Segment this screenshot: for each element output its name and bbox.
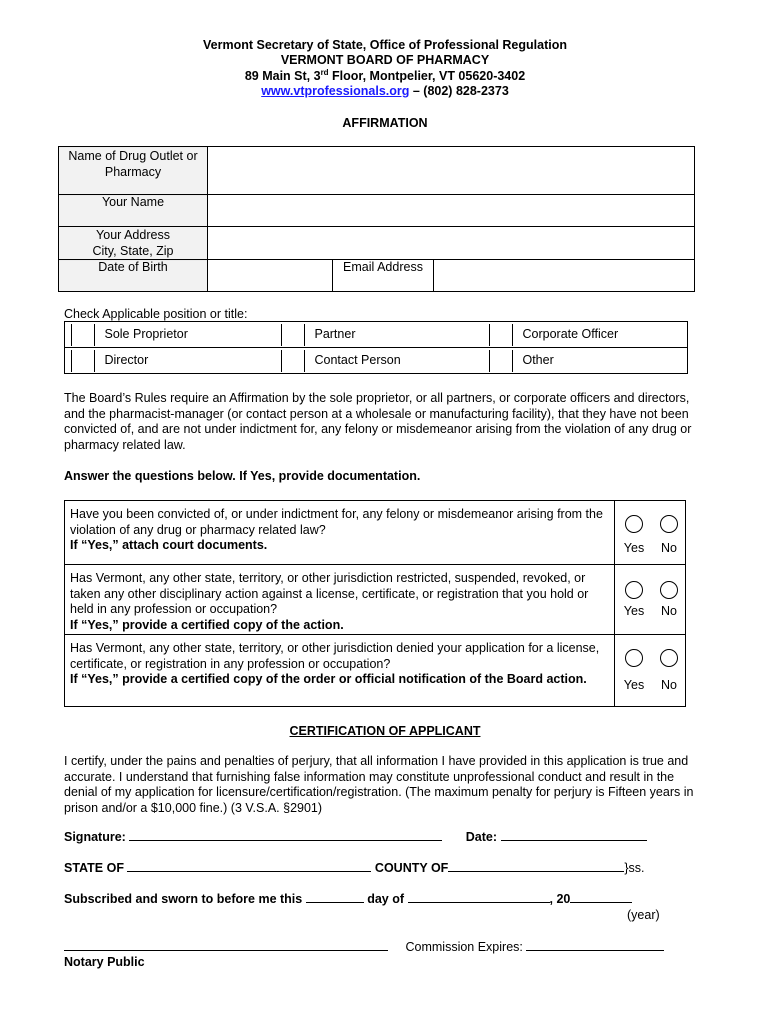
q3-no-radio[interactable] bbox=[660, 649, 678, 667]
question-instruction: If “Yes,” provide a certified copy of the action. bbox=[70, 617, 344, 632]
drug-outlet-field[interactable] bbox=[208, 147, 695, 195]
sworn-day-field[interactable] bbox=[306, 902, 364, 903]
question-instruction: If “Yes,” provide a certified copy of the order or official notification of the Board action. bbox=[70, 672, 587, 686]
checkbox-other[interactable] bbox=[489, 350, 513, 372]
header-agency: Vermont Secretary of State, Office of Professional Regulation bbox=[203, 38, 567, 52]
label-corporate-officer: Corporate Officer bbox=[522, 326, 619, 341]
q1-yes-label: Yes bbox=[623, 541, 645, 555]
positions-intro: Check Applicable position or title: bbox=[64, 307, 248, 321]
checkbox-partner[interactable] bbox=[281, 324, 305, 346]
checkbox-contact-person[interactable] bbox=[281, 350, 305, 372]
header-address: 89 Main St, 3rd Floor, Montpelier, VT 05620-3402 bbox=[244, 68, 526, 84]
questions-intro: Answer the questions below. If Yes, provide documentation. bbox=[64, 469, 421, 483]
sworn-month-field[interactable] bbox=[408, 902, 550, 903]
q1-yes-radio[interactable] bbox=[625, 515, 643, 533]
applicant-info-table bbox=[58, 146, 695, 292]
label-sole-proprietor: Sole Proprietor bbox=[104, 326, 188, 341]
signature-label: Signature: bbox=[64, 830, 126, 844]
certification-text: I certify, under the pains and penalties of perjury, that all information I have provided in this application is true and accurate. I understand that furnishing false information may constitute unprofessional conduct and result in the denial of my application for licensure/certification/registration. (The maximum penalty for perjury is Fifteen years in prison and/or a $10,000 fine.) (3 V.S.A. §2901) bbox=[64, 754, 694, 815]
county-label: COUNTY OF bbox=[374, 861, 449, 875]
positions-table bbox=[64, 321, 688, 374]
header-contact: www.vtprofessionals.org – (802) 828-2373 bbox=[261, 84, 509, 98]
page-title: AFFIRMATION bbox=[342, 116, 428, 130]
year-note: (year) bbox=[627, 908, 660, 922]
state-field[interactable] bbox=[127, 871, 371, 872]
address-label: Your Address City, State, Zip bbox=[92, 228, 174, 258]
question-row bbox=[65, 501, 686, 565]
county-field[interactable] bbox=[448, 871, 624, 872]
q2-yes-label: Yes bbox=[623, 604, 645, 618]
your-name-field[interactable] bbox=[208, 195, 695, 227]
checkbox-director[interactable] bbox=[71, 350, 95, 372]
questions-table bbox=[64, 500, 686, 707]
question-row bbox=[65, 635, 686, 707]
day-of-label: day of bbox=[367, 892, 405, 906]
subscribed-label: Subscribed and sworn to before me this bbox=[64, 892, 303, 906]
commission-label: Commission Expires: bbox=[405, 940, 523, 954]
label-partner: Partner bbox=[314, 326, 356, 341]
label-contact-person: Contact Person bbox=[314, 352, 401, 367]
date-field[interactable] bbox=[501, 840, 647, 841]
notary-row bbox=[64, 940, 664, 954]
question-instruction: If “Yes,” attach court documents. bbox=[70, 538, 268, 552]
certification-title: CERTIFICATION OF APPLICANT bbox=[289, 724, 481, 738]
question-text: Has Vermont, any other state, territory, or other jurisdiction restricted, suspended, revoked, or taken any other disciplinary action against a license, certificate, or registration that you hold or held in any profession or occupation? bbox=[70, 571, 589, 616]
q2-yes-radio[interactable] bbox=[625, 581, 643, 599]
q2-no-radio[interactable] bbox=[660, 581, 678, 599]
sworn-year-field[interactable] bbox=[570, 902, 632, 903]
sworn-row bbox=[64, 892, 632, 906]
drug-outlet-label: Name of Drug Outlet or Pharmacy bbox=[68, 149, 198, 179]
notary-signature-field[interactable] bbox=[64, 950, 388, 951]
notary-public-label: Notary Public bbox=[64, 955, 145, 969]
q3-yes-label: Yes bbox=[623, 678, 645, 692]
q2-no-label: No bbox=[661, 604, 677, 618]
checkbox-corporate-officer[interactable] bbox=[489, 324, 513, 346]
q1-no-radio[interactable] bbox=[660, 515, 678, 533]
signature-field[interactable] bbox=[129, 840, 442, 841]
rules-paragraph: The Board’s Rules require an Affirmation by the sole proprietor, or all partners, or corporate officers and directors, and the pharmacist-manager (or contact person at a wholesale or manufacturing facility), that they have not been convicted of, and are not under indictment for, any felony or misdemeanor arising from the violation of any drug or pharmacy related law. bbox=[64, 391, 692, 452]
q3-no-label: No bbox=[661, 678, 677, 692]
header-board: VERMONT BOARD OF PHARMACY bbox=[280, 53, 490, 67]
label-director: Director bbox=[104, 352, 149, 367]
signature-row bbox=[64, 830, 647, 844]
checkbox-sole-proprietor[interactable] bbox=[71, 324, 95, 346]
website-link[interactable]: www.vtprofessionals.org bbox=[261, 84, 410, 98]
address-field[interactable] bbox=[208, 227, 695, 260]
email-label: Email Address bbox=[343, 260, 423, 274]
year-prefix: , 20 bbox=[549, 892, 571, 906]
q1-no-label: No bbox=[661, 541, 677, 555]
question-text: Have you been convicted of, or under indictment for, any felony or misdemeanor arising from the violation of any drug or pharmacy related law? bbox=[70, 507, 603, 537]
dob-label: Date of Birth bbox=[98, 260, 168, 274]
commission-field[interactable] bbox=[526, 950, 664, 951]
your-name-label: Your Name bbox=[101, 195, 165, 209]
question-text: Has Vermont, any other state, territory, or other jurisdiction denied your application for a license, certificate, or registration in any profession or occupation? bbox=[70, 641, 600, 671]
date-label: Date: bbox=[465, 830, 498, 844]
email-field[interactable] bbox=[434, 260, 695, 292]
label-other: Other bbox=[522, 352, 554, 367]
ss-label: }ss. bbox=[624, 861, 645, 875]
state-county-row bbox=[64, 861, 644, 875]
question-row bbox=[65, 565, 686, 635]
dob-field[interactable] bbox=[208, 260, 333, 292]
q3-yes-radio[interactable] bbox=[625, 649, 643, 667]
state-label: STATE OF bbox=[64, 861, 124, 875]
